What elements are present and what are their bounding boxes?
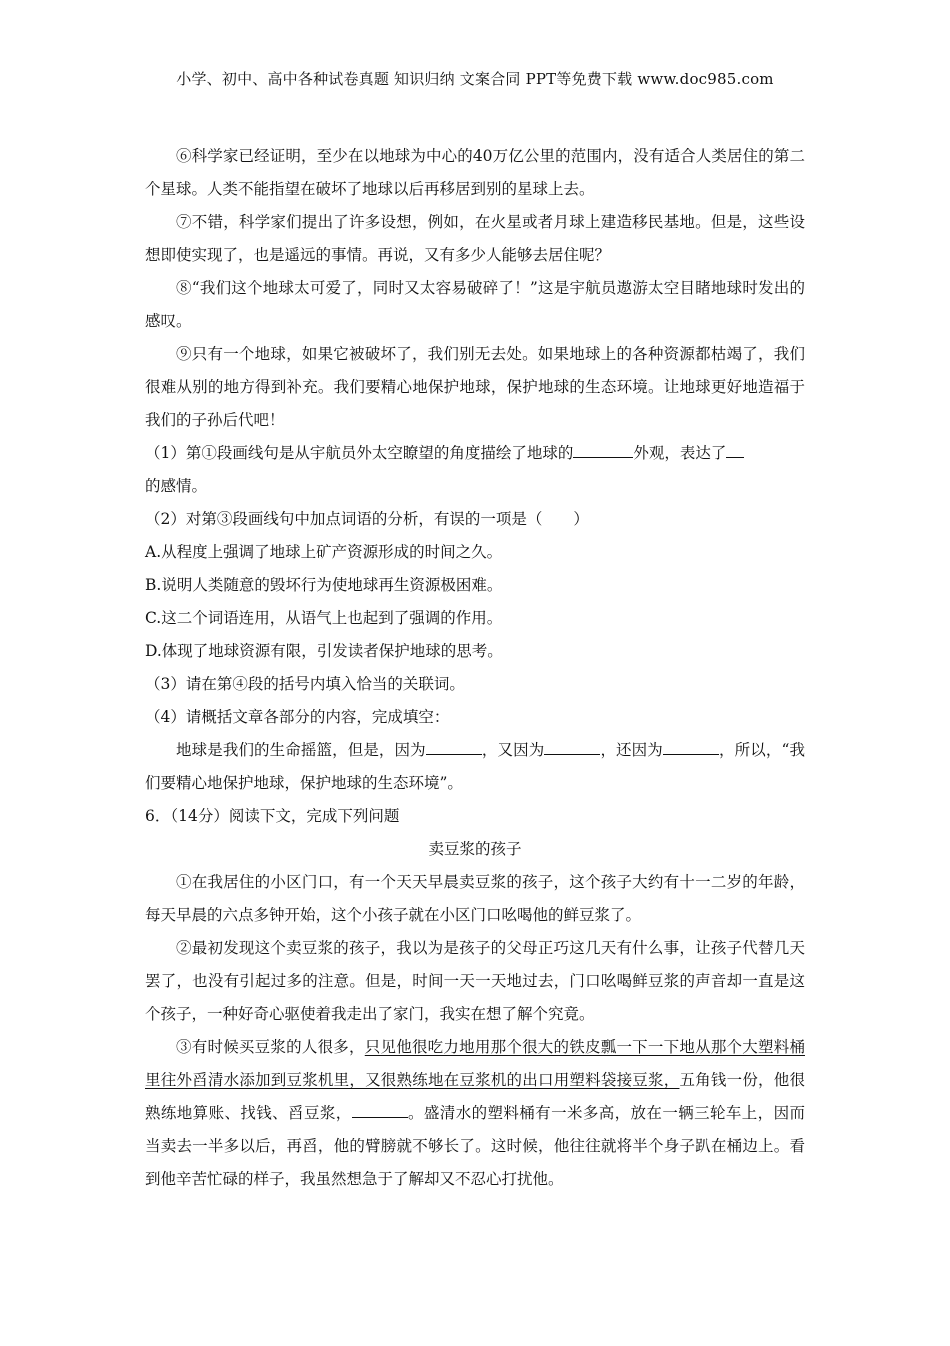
paragraph-9: ⑨只有一个地球，如果它被破坏了，我们别无去处。如果地球上的各种资源都枯竭了，我们很难从别的地方得到补充。我们要精心地保护地球，保护地球的生态环境。让地球更好地造福于我们的子孙后代吧！: [145, 345, 805, 429]
answer-blank[interactable]: [573, 439, 633, 458]
option-a: A.从程度上强调了地球上矿产资源形成的时间之久。: [145, 543, 503, 561]
question-1: [145, 437, 805, 503]
answer-blank[interactable]: [544, 736, 600, 755]
answer-blank[interactable]: [663, 736, 719, 755]
page-header: 小学、初中、高中各种试卷真题 知识归纳 文案合同 PPT等免费下载 www.doc985.com: [176, 70, 774, 88]
fill-text-2: ，又因为: [481, 741, 545, 759]
fill-text-1: 地球是我们的生命摇篮，但是，因为: [176, 741, 426, 759]
question-3: （3）请在第④段的括号内填入恰当的关联词。: [145, 675, 465, 693]
p3-text-c: 。盛清水的塑料桶有一米多高，放在一辆三轮车上，因而当卖去一半多以后，再舀，他的臂膀就不够长了。这时候，他往往就将半个身子趴在桶边上。看到他辛苦忙碌的样子，我虽然想急于了解却又不忍心打扰他。: [145, 1104, 805, 1188]
p3-text-a: ③有时候买豆浆的人很多，: [176, 1038, 365, 1056]
option-d: D.体现了地球资源有限，引发读者保护地球的思考。: [145, 642, 503, 660]
question-4-fill: [145, 734, 805, 800]
question-2: （2）对第③段画线句中加点词语的分析，有误的一项是（ ）: [145, 510, 589, 528]
fill-text-4: ，所以，“我们要精心地保护地球，保护地球的生态环境”。: [145, 741, 805, 792]
underlined-sentence: 只见他很吃力地用那个很大的铁皮瓢一下一下地从那个大塑料桶里往外舀清水添加到豆浆机里，又很熟练地在豆浆机的出口用塑料袋接豆浆，: [145, 1038, 805, 1089]
fill-text-3: ，还因为: [600, 741, 663, 759]
question-4: （4）请概括文章各部分的内容，完成填空：: [145, 708, 450, 726]
passage-paragraph-2: ②最初发现这个卖豆浆的孩子，我以为是孩子的父母正巧这几天有什么事，让孩子代替几天罢了，也没有引起过多的注意。但是，时间一天一天地过去，门口吆喝鲜豆浆的声音却一直是这个孩子，一种好奇心驱使着我走出了家门，我实在想了解个究竟。: [145, 939, 805, 1023]
document-body: [145, 140, 805, 1196]
passage-paragraph-3: [145, 1031, 805, 1196]
answer-blank[interactable]: [426, 736, 482, 755]
answer-blank[interactable]: [726, 439, 744, 458]
question-6-intro: 6．（14分）阅读下文，完成下列问题: [145, 807, 400, 825]
passage-title: 卖豆浆的孩子: [428, 840, 522, 858]
question-1-text-c: 的感情。: [145, 477, 208, 495]
option-b: B.说明人类随意的毁坏行为使地球再生资源极困难。: [145, 576, 503, 594]
p3-text-b: 五角钱一份，他很熟练地算账、找钱、舀豆浆，: [145, 1071, 805, 1122]
option-c: C.这二个词语连用，从语气上也起到了强调的作用。: [145, 609, 503, 627]
passage-paragraph-1: ①在我居住的小区门口，有一个天天早晨卖豆浆的孩子，这个孩子大约有十一二岁的年龄，每天早晨的六点多钟开始，这个小孩子就在小区门口吆喝他的鲜豆浆了。: [145, 873, 805, 924]
answer-blank[interactable]: [352, 1099, 408, 1118]
question-1-text-b: 外观，表达了: [633, 444, 727, 462]
paragraph-7: ⑦不错，科学家们提出了许多设想，例如，在火星或者月球上建造移民基地。但是，这些设想即使实现了，也是遥远的事情。再说，又有多少人能够去居住呢？: [145, 213, 805, 264]
paragraph-6: ⑥科学家已经证明，至少在以地球为中心的40万亿公里的范围内，没有适合人类居住的第二个星球。人类不能指望在破坏了地球以后再移居到别的星球上去。: [145, 147, 805, 198]
paragraph-8: ⑧“我们这个地球太可爱了，同时又太容易破碎了！”这是宇航员遨游太空目睹地球时发出的感叹。: [145, 279, 805, 330]
question-1-text-a: （1）第①段画线句是从宇航员外太空瞭望的角度描绘了地球的: [145, 444, 574, 462]
